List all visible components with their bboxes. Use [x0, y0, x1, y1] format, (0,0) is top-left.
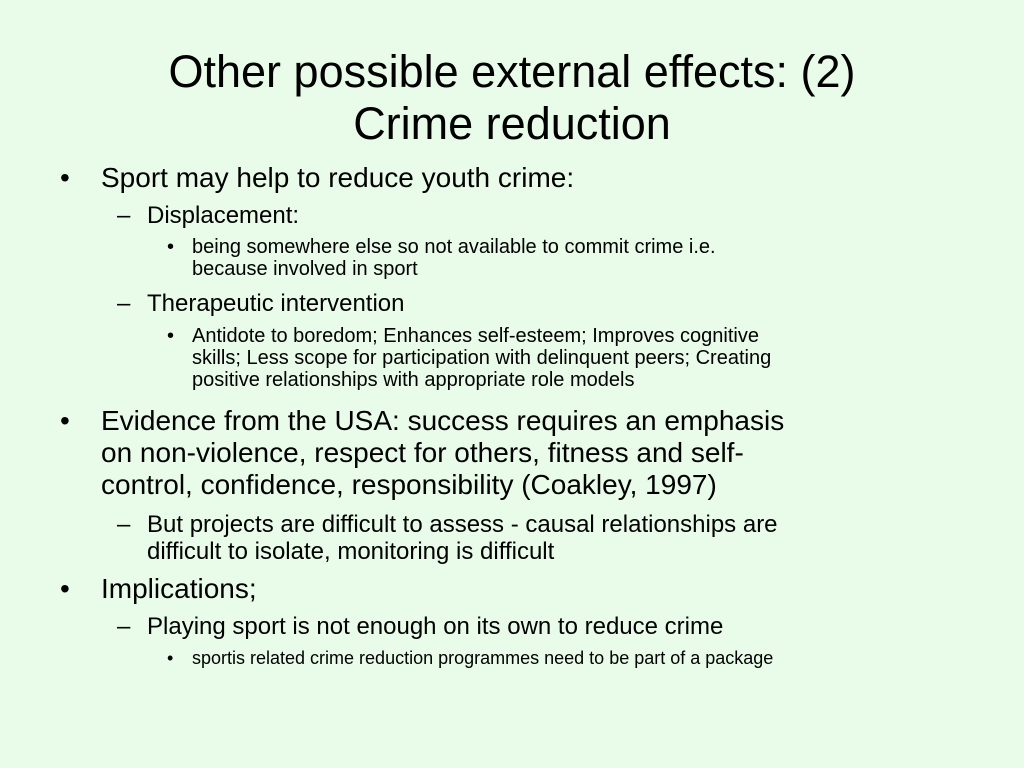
bullet-level-1 [101, 162, 574, 194]
bullet-level-3 [192, 236, 716, 280]
bullet-marker: • [167, 648, 174, 668]
bullet-line: difficult to isolate, monitoring is difficult [147, 538, 555, 565]
bullet-level-1 [101, 573, 257, 605]
bullet-marker: • [60, 405, 70, 436]
bullet-level-3 [192, 647, 773, 669]
bullet-line: Displacement: [147, 202, 300, 229]
bullet-line: Playing sport is not enough on its own to reduce crime [147, 613, 724, 640]
bullet-line: But projects are difficult to assess - causal relationships are [147, 511, 778, 538]
dash-marker: – [117, 202, 131, 229]
bullet-level-2 [147, 613, 723, 640]
slide-title-line-1: Other possible external effects: (2) [168, 46, 856, 97]
bullet-line: Evidence from the USA: success requires an emphasis [101, 405, 785, 436]
bullet-line: Sport may help to reduce youth crime: [101, 162, 575, 193]
bullet-line: positive relationships with appropriate role models [192, 369, 635, 391]
bullet-level-1 [101, 405, 784, 501]
bullet-line: control, confidence, responsibility (Coakley, 1997) [101, 469, 717, 500]
dash-marker: – [117, 613, 131, 640]
bullet-marker: • [167, 325, 175, 347]
bullet-line: on non-violence, respect for others, fitness and self- [101, 437, 744, 468]
dash-marker: – [117, 290, 131, 317]
bullet-marker: • [167, 236, 175, 258]
bullet-line: Implications; [101, 573, 257, 604]
bullet-level-2 [147, 511, 778, 565]
slide-title-line-2: Crime reduction [353, 98, 671, 149]
bullet-line: skills; Less scope for participation with delinquent peers; Creating [192, 347, 772, 369]
bullet-marker: • [60, 162, 70, 193]
bullet-level-2 [147, 202, 299, 229]
bullet-marker: • [60, 573, 70, 604]
dash-marker: – [117, 511, 131, 538]
bullet-level-2 [147, 290, 404, 317]
bullet-line: sportis related crime reduction programmes need to be part of a package [192, 648, 774, 668]
bullet-line: Therapeutic intervention [147, 290, 405, 317]
bullet-line: Antidote to boredom; Enhances self-esteem; Improves cognitive [192, 325, 759, 347]
bullet-line: because involved in sport [192, 258, 418, 280]
bullet-line: being somewhere else so not available to commit crime i.e. [192, 236, 716, 258]
bullet-level-3 [192, 325, 771, 391]
